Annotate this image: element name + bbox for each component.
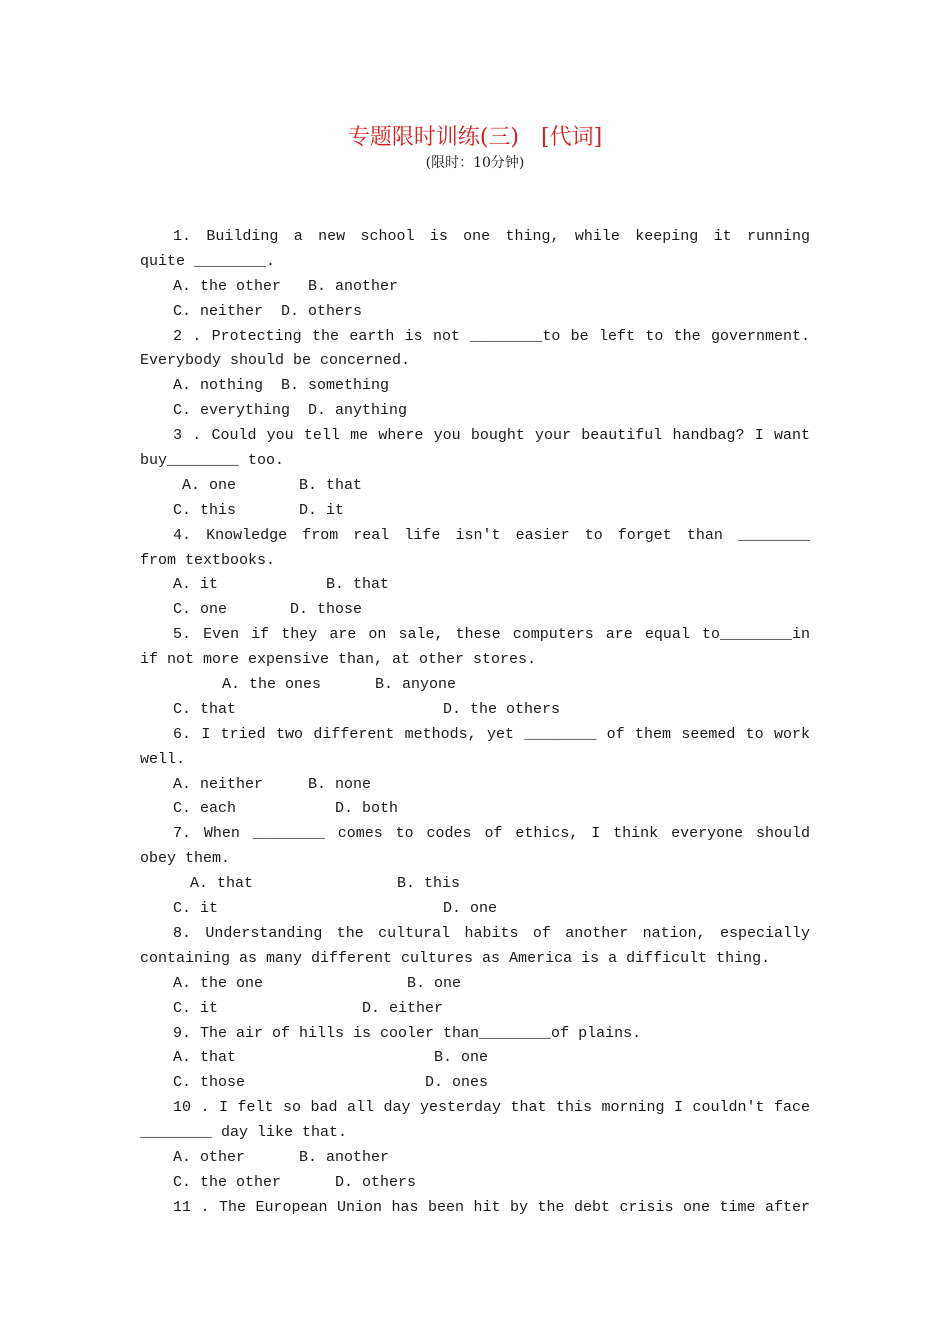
question-text-continuation: Everybody should be concerned. (140, 352, 411, 370)
question-text: 5. Even if they are on sale, these computers are equal to________in (173, 626, 810, 644)
question-text-continuation: from textbooks. (140, 551, 276, 569)
answer-options: C. the other D. others (173, 1173, 417, 1191)
question-text: 7. When ________ comes to codes of ethics, I think everyone should (173, 825, 810, 843)
answer-options: C. everything D. anything (173, 402, 408, 420)
question-text-continuation: obey them. (140, 850, 231, 868)
answer-options: A. nothing B. something (173, 377, 390, 395)
question-text: 8. Understanding the cultural habits of another nation, especially (173, 924, 810, 942)
question-list (140, 225, 810, 1221)
question-text-continuation: well. (140, 750, 186, 768)
question-text: 11 . The European Union has been hit by the debt crisis one time after (173, 1198, 810, 1216)
answer-options: C. each D. both (173, 800, 399, 818)
answer-options: A. the ones B. anyone (222, 676, 457, 694)
answer-options: A. the one B. one (173, 974, 462, 992)
time-limit-subtitle: (限时：10分钟) (425, 155, 525, 171)
answer-options: A. one B. that (182, 476, 363, 494)
answer-options: 9. The air of hills is cooler than________of plains. (173, 1024, 642, 1042)
answer-options: A. that B. this (190, 875, 461, 893)
answer-options: A. neither B. none (173, 775, 372, 793)
question-text: 3 . Could you tell me where you bought your beautiful handbag? I want (173, 427, 810, 445)
question-text: 4. Knowledge from real life isn't easier to forget than ________ (173, 526, 810, 544)
answer-options: C. one D. those (173, 601, 363, 619)
answer-options: A. the other B. another (173, 277, 399, 295)
answer-options: C. it D. either (173, 999, 444, 1017)
answer-options: C. this D. it (173, 501, 345, 519)
answer-options: A. other B. another (173, 1148, 390, 1166)
page-title: 专题限时训练(三) [代词] (347, 125, 603, 150)
answer-options: C. that D. the others (173, 700, 561, 718)
answer-options: A. that B. one (173, 1049, 489, 1067)
answer-options: C. those D. ones (173, 1074, 489, 1092)
answer-options: C. neither D. others (173, 302, 363, 320)
question-text-continuation: ________ day like that. (140, 1124, 348, 1142)
question-text: 6. I tried two different methods, yet ________ of them seemed to work (173, 725, 810, 743)
answer-options: C. it D. one (173, 900, 498, 918)
question-text-continuation: if not more expensive than, at other stores. (140, 651, 537, 669)
answer-options: A. it B. that (173, 576, 390, 594)
question-text: 10 . I felt so bad all day yesterday that this morning I couldn't face (173, 1099, 810, 1117)
question-text: 2 . Protecting the earth is not ________to be left to the government. (173, 327, 810, 345)
question-text-continuation: buy________ too. (140, 452, 285, 470)
question-text-continuation: quite ________. (140, 252, 276, 270)
question-text: 1. Building a new school is one thing, while keeping it running (173, 228, 810, 245)
question-text-continuation: containing as many different cultures as America is a difficult thing. (140, 949, 771, 967)
